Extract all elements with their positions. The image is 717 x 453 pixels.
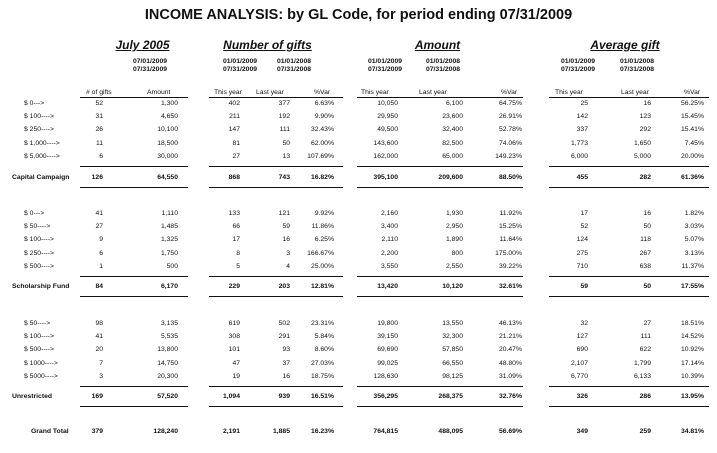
table-cell: 29,950 [377,113,398,120]
subtotal-label: Scholarship Fund [12,283,70,290]
table-cell: 291 [278,333,290,340]
table-cell: 111 [640,333,651,340]
subtotal-underline [80,296,188,297]
table-cell: 26.91% [498,113,522,120]
row-label: $ 250----> [24,126,55,133]
table-cell: 11.92% [499,210,522,217]
subtotal-cell: 286 [639,393,651,400]
subtotal-cell: 13.95% [680,393,704,400]
grand-total-cell: 259 [639,428,651,435]
table-cell: 3,400 [380,223,398,230]
subtotal-cell: 395,100 [373,174,398,181]
col-header-avg-var: %Var [684,89,701,96]
table-cell: 143,600 [373,140,398,147]
table-cell: 20.47% [498,346,522,353]
subtotal-cell: 32.61% [498,283,522,290]
col-header-gifts-var: %Var [314,89,331,96]
table-cell: 2,160 [380,210,398,217]
table-cell: 10,100 [157,126,178,133]
table-cell: 1,300 [160,100,178,107]
table-cell: 377 [278,100,290,107]
subtotal-cell: 88.50% [498,174,522,181]
table-cell: 15.45% [680,113,704,120]
subtotal-cell: 356,295 [373,393,398,400]
table-cell: 8 [236,250,240,257]
table-cell: 1,110 [161,210,178,217]
table-cell: 21.21% [498,333,522,340]
col-header-avg-last-year: Last year [621,89,649,96]
section-title-amount: Amount [414,38,461,52]
subtotal-cell: 268,375 [438,393,463,400]
table-cell: 1,799 [633,360,651,367]
date-gifts-last-end: 07/31/2008 [276,66,312,73]
table-cell: 10.92% [680,346,704,353]
grand-total-cell: 764,815 [373,428,398,435]
table-cell: 166.67% [307,250,334,257]
table-cell: 111 [279,126,290,133]
table-cell: 147 [228,126,240,133]
subtotal-cell: 61.36% [680,174,704,181]
subtotal-label: Capital Campaign [12,174,70,181]
table-cell: 18.51% [680,320,704,327]
subtotal-cell: 17.55% [680,283,704,290]
table-cell: 1,650 [633,140,651,147]
subtotal-underline [357,187,523,188]
subtotal-rule [209,166,343,167]
table-cell: 14,750 [157,360,178,367]
table-cell: 52 [580,223,588,230]
table-cell: 17 [580,210,588,217]
table-cell: 9.90% [314,113,334,120]
table-cell: 638 [639,263,651,270]
table-cell: 192 [278,113,290,120]
subtotal-cell: 10,120 [442,283,463,290]
table-cell: 16 [643,100,651,107]
table-cell: 13,550 [442,320,463,327]
table-cell: 39.22% [498,263,522,270]
table-cell: 98,125 [442,373,463,380]
table-cell: 26 [95,126,103,133]
table-cell: 10,050 [377,100,398,107]
table-cell: 14.52% [680,333,704,340]
grand-total-cell: 2,191 [222,428,240,435]
subtotal-cell: 12.81% [310,283,334,290]
table-cell: 292 [639,126,651,133]
col-header-amount-this-year: This year [361,89,389,96]
date-avg-this-start: 01/01/2009 [560,58,596,65]
table-cell: 19 [232,373,240,380]
table-cell: 267 [639,250,651,257]
table-cell: 175.00% [495,250,522,257]
table-cell: 65,000 [442,153,463,160]
table-cell: 690 [576,346,588,353]
table-cell: 123 [639,113,651,120]
subtotal-underline [80,406,188,407]
subtotal-rule [357,276,523,277]
table-cell: 52.78% [498,126,522,133]
table-cell: 74.06% [498,140,522,147]
subtotal-rule [80,166,188,167]
table-cell: 32 [580,320,588,327]
table-cell: 6,133 [633,373,651,380]
table-cell: 16 [643,210,651,217]
table-cell: 46.13% [498,320,522,327]
date-july-end: 07/31/2009 [132,66,168,73]
table-cell: 6,000 [570,153,588,160]
grand-total-cell: 128,240 [153,428,178,435]
table-cell: 27 [95,223,103,230]
table-cell: 37 [282,360,290,367]
row-label: $ 5000----> [24,373,58,380]
table-cell: 50 [282,140,290,147]
subtotal-cell: 16.51% [310,393,334,400]
table-cell: 1,930 [445,210,463,217]
table-cell: 27 [232,153,240,160]
table-cell: 5.07% [684,236,704,243]
table-cell: 124 [576,236,588,243]
table-cell: 41 [95,333,103,340]
header-rule-gifts [209,97,343,98]
subtotal-label: Unrestricted [12,393,53,400]
subtotal-cell: 84 [95,283,103,290]
subtotal-cell: 169 [91,393,103,400]
subtotal-rule [80,276,188,277]
row-label: $ 50----> [24,320,51,327]
subtotal-cell: 126 [91,174,103,181]
table-cell: 3 [286,250,290,257]
table-cell: 500 [166,263,178,270]
subtotal-cell: 64,550 [157,174,178,181]
table-cell: 10.39% [680,373,704,380]
subtotal-underline [549,187,709,188]
table-cell: 20 [95,346,103,353]
table-cell: 2,550 [445,263,463,270]
table-cell: 9.92% [314,210,334,217]
table-cell: 31 [95,113,103,120]
date-gifts-this-start: 01/01/2009 [222,58,258,65]
table-cell: 118 [640,236,651,243]
subtotal-cell: 743 [278,174,290,181]
subtotal-cell: 939 [278,393,290,400]
table-cell: 6.63% [314,100,334,107]
table-cell: 3.03% [684,223,704,230]
table-cell: 1,750 [160,250,178,257]
grand-total-cell: 1,885 [272,428,290,435]
table-cell: 31.09% [498,373,522,380]
subtotal-underline [549,296,709,297]
grand-total-cell: 16.23% [310,428,334,435]
table-cell: 3.13% [684,250,704,257]
report-title: INCOME ANALYSIS: by GL Code, for period ending 07/31/2009 [144,7,573,23]
table-cell: 69,690 [377,346,398,353]
table-cell: 1.82% [684,210,704,217]
row-label: $ 50----> [24,223,51,230]
subtotal-cell: 868 [228,174,240,181]
table-cell: 23.31% [310,320,334,327]
table-cell: 62.00% [310,140,334,147]
table-cell: 5,000 [633,153,651,160]
table-cell: 13 [282,153,290,160]
table-cell: 101 [228,346,240,353]
header-rule-amount [357,97,523,98]
grand-total-cell: 379 [91,428,103,435]
table-cell: 15.41% [680,126,704,133]
grand-total-cell: 349 [576,428,588,435]
table-cell: 4 [286,263,290,270]
grand-total-cell: 34.81% [680,428,704,435]
subtotal-underline [357,406,523,407]
table-cell: 41 [95,210,103,217]
table-cell: 275 [576,250,588,257]
row-label: $ 500----> [24,346,55,353]
subtotal-rule [209,276,343,277]
table-cell: 4,650 [160,113,178,120]
section-title-gifts: Number of gifts [223,38,312,52]
table-cell: 50 [643,223,651,230]
table-cell: 7 [99,360,103,367]
table-cell: 23,600 [442,113,463,120]
subtotal-rule [80,386,188,387]
subtotal-cell: 6,170 [160,283,178,290]
table-cell: 6 [99,153,103,160]
table-cell: 57,850 [442,346,463,353]
table-cell: 337 [576,126,588,133]
table-cell: 502 [278,320,290,327]
section-title-avg: Average gift [590,38,660,52]
table-cell: 82,500 [442,140,463,147]
subtotal-underline [209,187,343,188]
subtotal-cell: 50 [643,283,651,290]
row-label: $ 100----> [24,236,55,243]
subtotal-cell: 13,420 [377,283,398,290]
table-cell: 66 [232,223,240,230]
table-cell: 11.86% [311,223,334,230]
subtotal-cell: 203 [278,283,290,290]
table-cell: 149.23% [495,153,522,160]
table-cell: 121 [278,210,290,217]
table-cell: 93 [282,346,290,353]
table-cell: 64.75% [498,100,522,107]
date-amount-last-end: 07/31/2008 [425,66,461,73]
subtotal-cell: 57,520 [157,393,178,400]
table-cell: 133 [228,210,240,217]
table-cell: 1,773 [570,140,588,147]
section-title-july: July 2005 [115,38,170,52]
table-cell: 3,135 [160,320,178,327]
subtotal-underline [209,296,343,297]
table-cell: 18.75% [310,373,334,380]
row-label: $ 500----> [24,263,55,270]
subtotal-cell: 59 [580,283,588,290]
subtotal-rule [549,276,709,277]
table-cell: 402 [228,100,240,107]
table-cell: 6,100 [445,100,463,107]
table-cell: 619 [228,320,240,327]
table-cell: 5.84% [314,333,334,340]
table-cell: 2,107 [570,360,588,367]
subtotal-cell: 32.76% [498,393,522,400]
table-cell: 27.03% [310,360,334,367]
table-cell: 13,800 [157,346,178,353]
table-cell: 15.25% [498,223,522,230]
table-cell: 11.37% [681,263,704,270]
table-cell: 20,300 [157,373,178,380]
table-cell: 2,950 [445,223,463,230]
table-cell: 99,025 [377,360,398,367]
row-label: $ 1,000----> [24,140,60,147]
subtotal-underline [80,187,188,188]
table-cell: 27 [643,320,651,327]
col-header-amount: Amount [147,89,171,96]
table-cell: 81 [232,140,240,147]
subtotal-cell: 282 [639,174,651,181]
grand-total-label: Grand Total [31,428,69,435]
table-cell: 128,630 [373,373,398,380]
subtotal-rule [209,386,343,387]
subtotal-cell: 455 [576,174,588,181]
table-cell: 1,485 [160,223,178,230]
table-cell: 25 [580,100,588,107]
table-cell: 16 [282,373,290,380]
table-cell: 32.43% [310,126,334,133]
col-header-num-gifts: # of gifts [86,89,112,96]
table-cell: 11.64% [499,236,522,243]
table-cell: 3,550 [380,263,398,270]
date-amount-last-start: 01/01/2008 [425,58,461,65]
table-cell: 56.25% [680,100,704,107]
table-cell: 9 [99,236,103,243]
date-avg-last-end: 07/31/2008 [619,66,655,73]
table-cell: 18,500 [157,140,178,147]
table-cell: 3 [99,373,103,380]
table-cell: 1,890 [445,236,463,243]
row-label: $ 1000----> [24,360,58,367]
table-cell: 127 [576,333,588,340]
grand-total-cell: 56.69% [498,428,522,435]
subtotal-cell: 229 [228,283,240,290]
subtotal-underline [549,406,709,407]
col-header-gifts-last-year: Last year [256,89,284,96]
table-cell: 1,325 [160,236,178,243]
table-cell: 5 [236,263,240,270]
col-header-gifts-this-year: This year [214,89,242,96]
subtotal-rule [357,386,523,387]
table-cell: 39,150 [377,333,398,340]
table-cell: 800 [451,250,463,257]
header-rule-july [80,97,188,98]
table-cell: 710 [576,263,588,270]
table-cell: 32,300 [442,333,463,340]
table-cell: 2,200 [380,250,398,257]
table-cell: 59 [282,223,290,230]
table-cell: 5,535 [160,333,178,340]
table-cell: 19,800 [377,320,398,327]
table-cell: 16 [282,236,290,243]
table-cell: 52 [95,100,103,107]
date-july-start: 07/01/2009 [132,58,168,65]
table-cell: 48.80% [498,360,522,367]
table-cell: 622 [639,346,651,353]
table-cell: 47 [232,360,240,367]
table-cell: 7.45% [684,140,704,147]
table-cell: 2,110 [381,236,398,243]
row-label: $ 100----> [24,333,55,340]
table-cell: 66,550 [442,360,463,367]
subtotal-cell: 326 [576,393,588,400]
subtotal-rule [357,166,523,167]
row-label: $ 5,000----> [24,153,60,160]
table-cell: 49,500 [377,126,398,133]
col-header-avg-this-year: This year [555,89,583,96]
table-cell: 6 [99,250,103,257]
table-cell: 30,000 [157,153,178,160]
date-avg-last-start: 01/01/2008 [619,58,655,65]
table-cell: 25.00% [310,263,334,270]
table-cell: 6,770 [570,373,588,380]
row-label: $ 100----> [24,113,55,120]
date-avg-this-end: 07/31/2009 [560,66,596,73]
subtotal-cell: 1,094 [222,393,240,400]
subtotal-underline [357,296,523,297]
table-cell: 142 [576,113,588,120]
grand-total-cell: 488,095 [438,428,463,435]
table-cell: 11 [95,140,103,147]
subtotal-underline [209,406,343,407]
table-cell: 17.14% [680,360,704,367]
subtotal-cell: 16.82% [310,174,334,181]
table-cell: 107.69% [307,153,334,160]
subtotal-rule [549,166,709,167]
table-cell: 17 [232,236,240,243]
col-header-amount-last-year: Last year [419,89,447,96]
table-cell: 308 [228,333,240,340]
date-amount-this-end: 07/31/2009 [367,66,403,73]
date-gifts-last-start: 01/01/2008 [276,58,312,65]
table-cell: 98 [95,320,103,327]
header-rule-avg [549,97,709,98]
date-amount-this-start: 01/01/2009 [367,58,403,65]
date-gifts-this-end: 07/31/2009 [222,66,258,73]
table-cell: 6.25% [314,236,334,243]
table-cell: 20.00% [680,153,704,160]
row-label: $ 0---> [24,100,45,107]
subtotal-cell: 209,600 [438,174,463,181]
row-label: $ 0---> [24,210,45,217]
col-header-amount-var: %Var [501,89,518,96]
table-cell: 211 [229,113,240,120]
subtotal-rule [549,386,709,387]
row-label: $ 250----> [24,250,55,257]
table-cell: 162,000 [373,153,398,160]
table-cell: 8.60% [314,346,334,353]
table-cell: 32,400 [442,126,463,133]
table-cell: 1 [99,263,103,270]
